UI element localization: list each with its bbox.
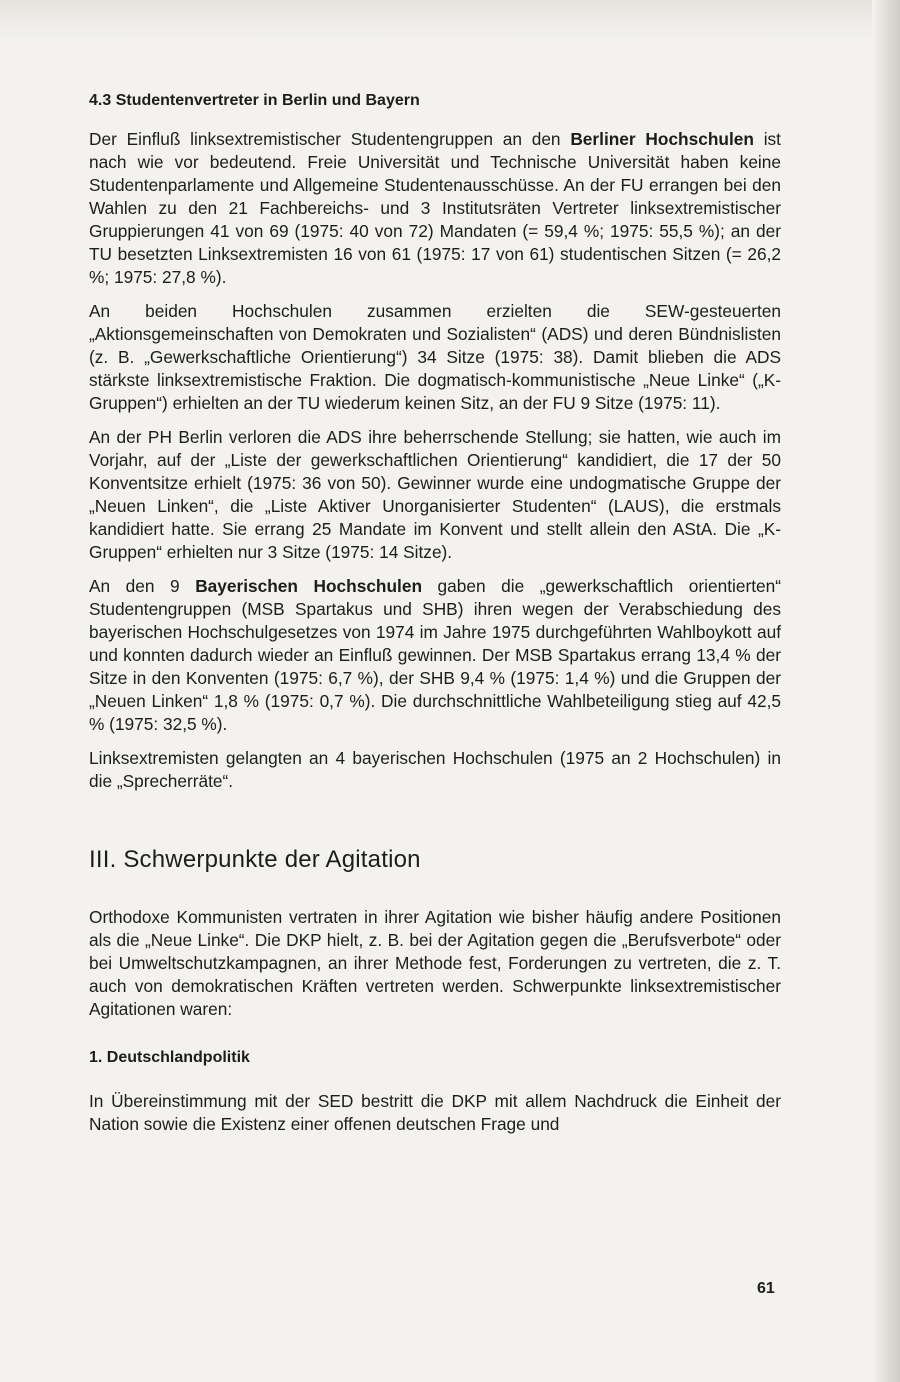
paragraph-deutschlandpolitik: In Übereinstimmung mit der SED bestritt die DKP mit allem Nachdruck die Einheit der Nation sowie die Existenz einer offenen deutschen Frage und [89,1091,781,1134]
paragraph-sprecherraete: Linksextremisten gelangten an 4 bayerischen Hochschulen (1975 an 2 Hochschulen) in die „Sprecherräte“. [89,748,781,791]
paragraph-ph-berlin: An der PH Berlin verloren die ADS ihre beherrschende Stellung; sie hatten, wie auch im Vorjahr, auf der „Liste der gewerkschaftlichen Orientierung“ kandidiert, die 17 der 50 Konventsitze erhielt (1975: 36 von 50). Gewinner wurde eine undogmatische Gruppe der „Neuen Linken“, die „Liste Aktiver Unorganisierter Studenten“ (LAUS), die erstmals kandidiert hatte. Sie errang 25 Mandate im Konvent und stellt allein den AStA. Die „K-Gruppen“ erhielten nur 3 Sitze (1975: 14 Sitze). [89,427,781,562]
page-content [89,90,781,1147]
page-top-shading [0,0,900,40]
chapter-heading: III. Schwerpunkte der Agitation [89,846,421,873]
paragraph-berlin-fu-tu: Der Einfluß linksextremistischer Studentengruppen an den Berliner Hochschulen ist nach wie vor bedeutend. Freie Universität und Technische Universität haben keine Studentenparlamente und Allgemeine Studentenausschüsse. An der FU errangen bei den Wahlen zu den 21 Fachbereichs- und 3 Institutsräten Vertreter linksextremistischer Gruppierungen 41 von 69 (1975: 40 von 72) Mandaten (= 59,4 %; 1975: 55,5 %); an der TU besetzten Linksextremisten 16 von 61 (1975: 17 von 61) studentischen Sitzen (= 26,2 %; 1975: 27,8 %). [89,129,781,287]
page-edge-shading [872,0,900,1382]
bold-term-bayerische-hochschulen: Bayerischen Hochschulen [195,576,423,596]
subsection-heading: 1. Deutschlandpolitik [89,1049,250,1066]
section-heading: 4.3 Studentenvertreter in Berlin und Bayern [89,92,420,109]
paragraph-bayern: An den 9 Bayerischen Hochschulen gaben die „gewerkschaftlich orientierten“ Studentengruppen (MSB Spartakus und SHB) ihren wegen der Verabschiedung des bayerischen Hochschulgesetzes von 1974 im Jahre 1975 durchgeführten Wahlboykott auf und konnten dadurch wieder an Einfluß gewinnen. Der MSB Spartakus errang 13,4 % der Sitze in den Konventen (1975: 6,7 %), der SHB 9,4 % (1975: 1,4 %) und die Gruppen der „Neuen Linken“ 1,8 % (1975: 0,7 %). Die durchschnittliche Wahlbeteiligung stieg auf 42,5 % (1975: 32,5 %). [89,576,781,734]
page-number: 61 [757,1280,775,1297]
paragraph-chapter-intro: Orthodoxe Kommunisten vertraten in ihrer Agitation wie bisher häufig andere Positionen als die „Neue Linke“. Die DKP hielt, z. B. bei der Agitation gegen die „Berufsverbote“ oder bei Umweltschutzkampagnen, an ihrer Methode fest, Forderungen zu vertreten, die z. T. auch von demokratischen Kräften vertreten werden. Schwerpunkte linksextremistischer Agitationen waren: [89,907,781,1019]
bold-term-berliner-hochschulen: Berliner Hochschulen [570,129,754,149]
paragraph-ads: An beiden Hochschulen zusammen erzielten die SEW-gesteuerten „Aktionsgemeinschaften von Demokraten und Sozialisten“ (ADS) und deren Bündnislisten (z. B. „Gewerkschaftliche Orientierung“) 34 Sitze (1975: 38). Damit blieben die ADS stärkste linksextremistische Fraktion. Die dogmatisch-kommunistische „Neue Linke“ („K-Gruppen“) erhielten an der TU wiederum keinen Sitz, an der FU 9 Sitze (1975: 11). [89,301,781,413]
